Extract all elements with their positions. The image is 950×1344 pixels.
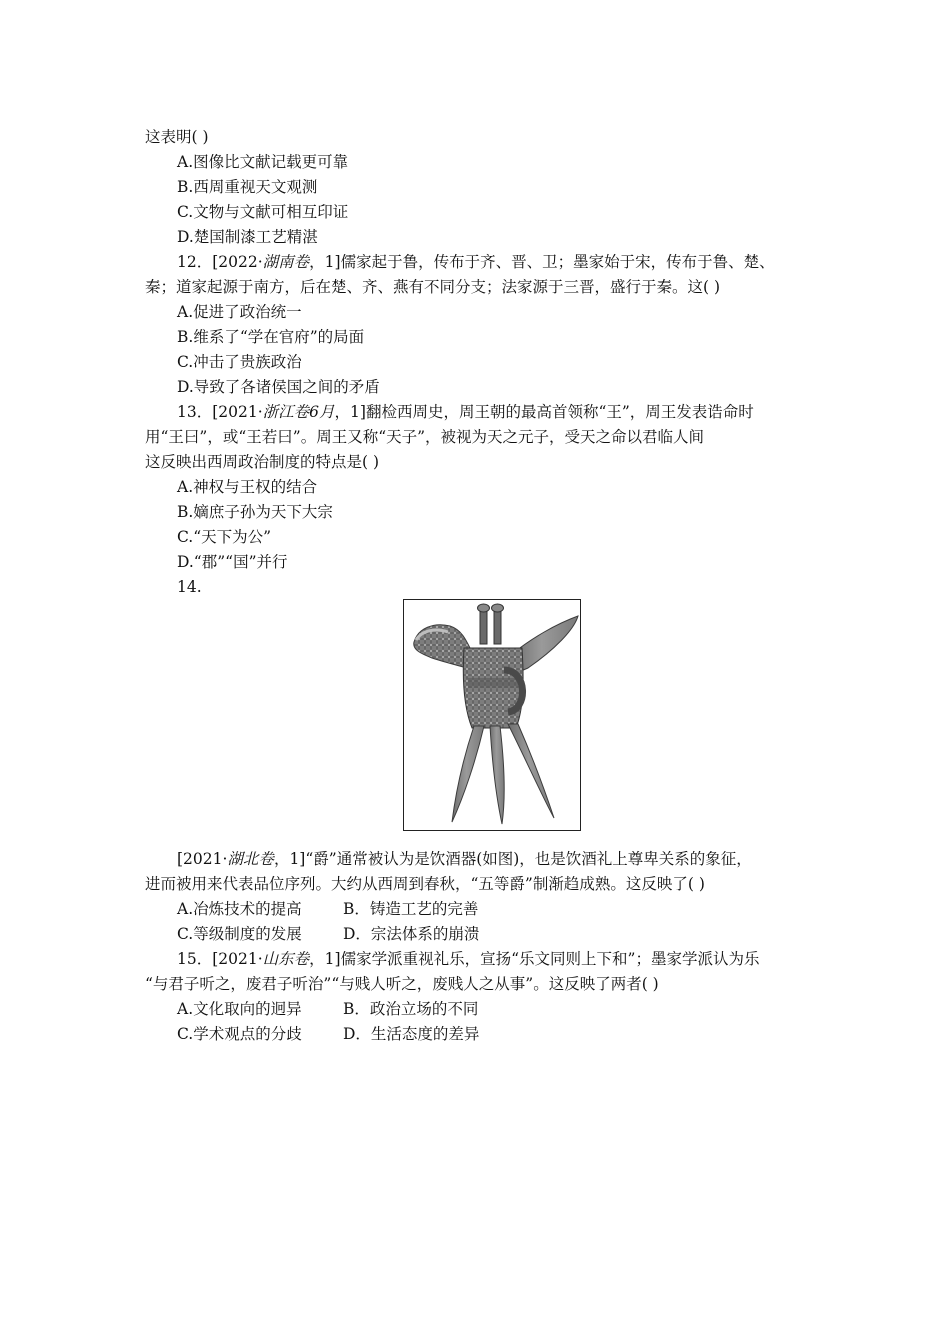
q12-option-c: C.冲击了贵族政治 bbox=[177, 353, 302, 371]
q15-number: 15． bbox=[177, 950, 213, 968]
q15-option-a: A.文化取向的迥异 bbox=[177, 1000, 302, 1018]
jue-vessel-figure bbox=[403, 599, 581, 831]
q13-stem-text: 翻检西周史，周王朝的最高首领称“王”，周王发表诰命时 bbox=[365, 403, 754, 421]
q14-options-row2 bbox=[177, 924, 479, 944]
q12-option-b: B.维系了“学在官府”的局面 bbox=[177, 328, 365, 346]
q13-option-c: C.“天下为公” bbox=[177, 528, 272, 546]
q15-stem-line1 bbox=[177, 949, 759, 969]
q12-number: 12． bbox=[177, 253, 213, 271]
q13-source: [2021·浙江卷6月，1] bbox=[212, 403, 366, 421]
q15-option-d: D．生活态度的差异 bbox=[343, 1025, 480, 1043]
q15-source: [2021·山东卷，1] bbox=[212, 950, 341, 968]
q13-stem-line1 bbox=[177, 402, 754, 422]
q13-stem-line2: 用“王曰”，或“王若曰”。周王又称“天子”，被视为天之元子，受天之命以君临人间 bbox=[145, 428, 705, 446]
q14-option-a: A.冶炼技术的提高 bbox=[177, 900, 302, 918]
q11-option-a: A.图像比文献记载更可靠 bbox=[177, 153, 349, 171]
q12-stem-line2: 秦；道家起源于南方，后在楚、齐、燕有不同分支；法家源于三晋，盛行于秦。这( ) bbox=[145, 278, 721, 296]
q15-options-row1 bbox=[177, 999, 478, 1019]
q12-stem-text: 儒家起于鲁，传布于齐、晋、卫；墨家始于宋，传布于鲁、楚、 bbox=[340, 253, 775, 271]
q11-stem-tail: 这表明( ) bbox=[145, 128, 209, 146]
q14-stem-text: “爵”通常被认为是饮酒器(如图)，也是饮酒礼上尊卑关系的象征， bbox=[305, 850, 752, 868]
q15-option-c: C.学术观点的分歧 bbox=[177, 1025, 302, 1043]
q14-number: 14. bbox=[177, 578, 202, 596]
jue-vessel-image bbox=[404, 600, 580, 830]
q13-option-b: B.嫡庶子孙为天下大宗 bbox=[177, 503, 333, 521]
q15-option-b: B．政治立场的不同 bbox=[343, 1000, 479, 1018]
q15-stem-line2: “与君子听之，废君子听治”“与贱人听之，废贱人之从事”。这反映了两者( ) bbox=[145, 975, 659, 993]
q14-option-c: C.等级制度的发展 bbox=[177, 925, 302, 943]
q11-option-c: C.文物与文献可相互印证 bbox=[177, 203, 349, 221]
q11-option-b: B.西周重视天文观测 bbox=[177, 178, 318, 196]
q12-option-a: A.促进了政治统一 bbox=[177, 303, 302, 321]
q13-option-a: A.神权与王权的结合 bbox=[177, 478, 318, 496]
q13-stem-line3: 这反映出西周政治制度的特点是( ) bbox=[145, 453, 380, 471]
q14-option-b: B．铸造工艺的完善 bbox=[343, 900, 479, 918]
q15-stem-text: 儒家学派重视礼乐，宣扬“乐文同则上下和”；墨家学派认为乐 bbox=[340, 950, 760, 968]
q13-number: 13． bbox=[177, 403, 213, 421]
q14-options-row1 bbox=[177, 899, 478, 919]
q15-options-row2 bbox=[177, 1024, 479, 1044]
q14-stem-line2: 进而被用来代表品位序列。大约从西周到春秋，“五等爵”制渐趋成熟。这反映了( ) bbox=[145, 875, 705, 893]
q14-option-d: D．宗法体系的崩溃 bbox=[343, 925, 480, 943]
q11-option-d: D.楚国制漆工艺精湛 bbox=[177, 228, 318, 246]
q12-option-d: D.导致了各诸侯国之间的矛盾 bbox=[177, 378, 380, 396]
q14-source: [2021·湖北卷，1] bbox=[177, 850, 306, 868]
q12-stem-line1 bbox=[177, 252, 775, 272]
q12-source: [2022·湖南卷，1] bbox=[212, 253, 341, 271]
q14-stem-line1 bbox=[177, 849, 752, 869]
q13-option-d: D.“郡”“国”并行 bbox=[177, 553, 288, 571]
